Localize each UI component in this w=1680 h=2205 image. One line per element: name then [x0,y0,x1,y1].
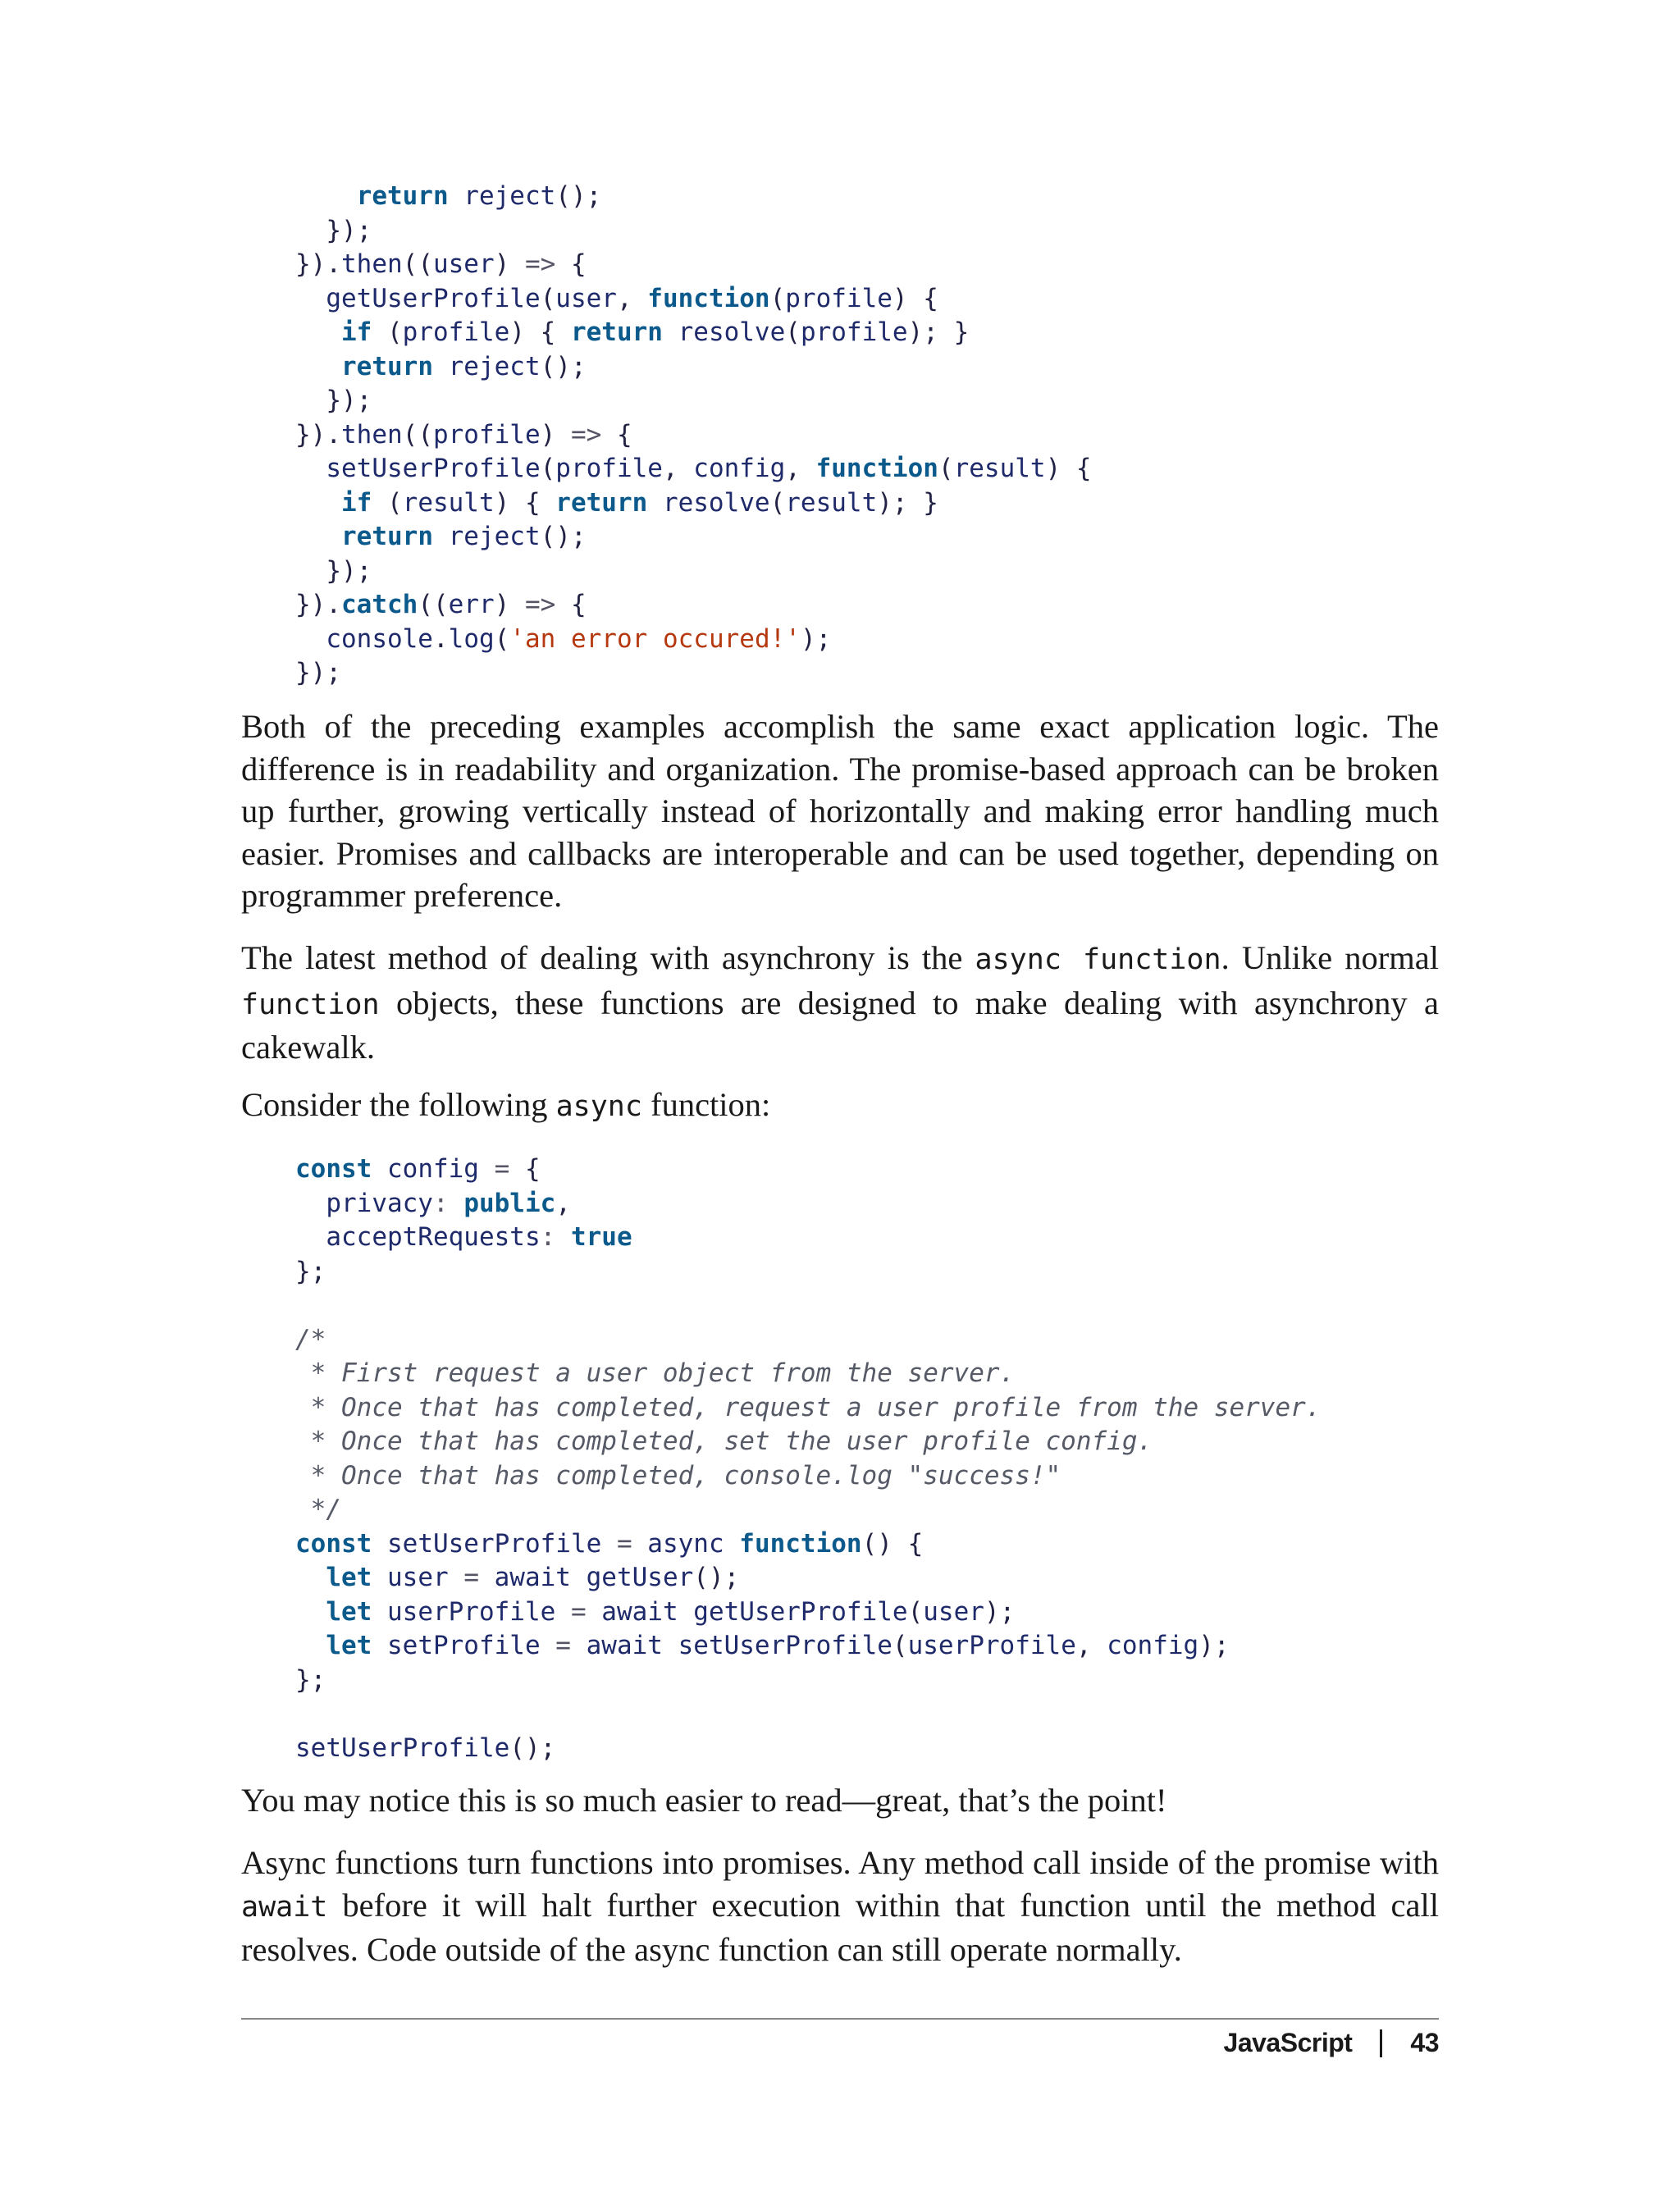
code-line [295,452,1092,486]
code-line [295,1561,1321,1596]
code-line [295,1527,1321,1562]
code-block-async-function [295,1153,1321,1765]
code-token: (( [402,419,433,450]
code-line [295,282,1092,317]
code-token: then [341,249,403,279]
code-token: (); [540,522,587,551]
code-token: user [555,283,617,313]
code-token: err [448,590,495,619]
code-token: const [295,1154,372,1184]
code-line [295,1596,1321,1630]
code-token: result [953,454,1046,483]
code-token: (); [540,351,587,381]
code-token: 'an error occured!' [509,623,801,654]
code-token: = [463,1563,479,1592]
code-token: function [815,454,938,483]
code-token: user [372,1563,464,1592]
code-token: return [341,351,433,381]
code-token: profile [800,317,908,347]
code-token: , [662,454,694,483]
code-token: ); [800,623,832,654]
code-line [295,1664,1321,1698]
code-token: : [432,1188,464,1218]
code-token: let [326,1596,372,1627]
code-token: : [540,1222,571,1252]
code-token: function [739,1528,862,1559]
code-token: result [785,487,878,518]
code-line [295,1425,1321,1459]
code-token: => [570,419,602,450]
code-token: return [555,487,648,518]
code-line [295,486,1092,521]
code-line [295,1323,1321,1358]
code-token: { [509,1154,541,1184]
code-token: (); [509,1732,556,1763]
code-token: ); [1198,1631,1230,1660]
code-token [295,317,341,347]
code-token: . [432,623,449,654]
code-token: result [402,487,495,518]
code-line [295,1289,1321,1323]
code-token [295,522,341,551]
code-token: ); [984,1596,1016,1627]
code-token: getUserProfile [295,283,541,313]
code-token: console [295,623,433,654]
code-token: { [555,590,587,619]
code-line [295,1629,1321,1664]
code-token: ) [494,249,525,279]
code-token: return [570,317,663,347]
code-token: user [923,1596,984,1627]
code-token [295,1563,326,1592]
paragraph-async-promises [241,1842,1439,1971]
code-token: }); [295,215,372,245]
footer-rule [241,2018,1439,2020]
code-token: ( [892,1631,908,1660]
code-token: resolve [662,317,786,347]
code-token: ); } [877,487,938,518]
code-line [295,520,1092,555]
code-line [295,1697,1321,1732]
code-token: = [616,1528,632,1559]
footer-section-title: JavaScript [1223,2028,1353,2057]
code-token: ) { [892,283,938,313]
code-token [295,1597,326,1627]
paragraph-easier-to-read: You may notice this is so much easier to read—great, that’s the point! [241,1782,1167,1819]
code-token: }). [295,419,341,450]
code-token: () { [861,1528,924,1559]
code-token: ( [372,487,403,518]
code-token: reject [432,351,541,381]
paragraph-async-promises-text-2: before it will halt further execution within that function until the method call resolves. Code outside of the async function can still operate normally. [241,1886,1439,1968]
code-line [295,180,1092,214]
code-token: => [524,249,556,279]
code-token: (); [555,181,602,211]
inline-code-function: function [241,988,380,1021]
code-token: /* [295,1324,326,1354]
code-line [295,1357,1321,1391]
code-token: ( [540,283,556,313]
code-token: log [448,623,495,654]
code-token: ( [494,623,510,654]
code-token: if [341,317,372,347]
paragraph-consider-text-2: function: [641,1086,771,1123]
code-token: , [785,454,816,483]
code-token: ( [540,454,556,483]
paragraph-async-intro [241,937,1439,1069]
code-line [295,384,1092,418]
code-token [295,352,341,381]
code-token: reject [448,181,556,211]
code-token: profile [785,283,892,313]
code-token: setUserProfile [372,1528,617,1559]
code-token: ( [938,454,954,483]
code-token: return [356,181,449,211]
inline-code-async-function: async function [975,943,1221,976]
code-token: reject [432,522,541,551]
code-token: const [295,1528,372,1559]
code-token: }); [295,555,372,586]
code-token: config [372,1154,495,1184]
code-token: true [570,1222,632,1252]
code-line [295,418,1092,453]
code-token: await setUserProfile [570,1631,892,1660]
code-token: privacy [295,1188,433,1218]
code-line [295,248,1092,282]
code-token: ) [494,590,525,619]
code-token: then [341,419,403,450]
code-token: = [494,1154,510,1184]
paragraph-readability: Both of the preceding examples accomplish the same exact application logic. The difference is in readability and organization. The promise-based approach can be broken up further, growing vertically instead of horizontally and making error handling much easier. Promises and callbacks are interoperable and can be used together, depending on programmer preference. [241,708,1439,914]
code-token: let [326,1563,372,1592]
code-line [295,1391,1321,1426]
inline-code-await: await [241,1890,328,1924]
code-token: ( [372,317,403,347]
code-token: config [693,454,786,483]
code-token: }; [295,1664,326,1695]
code-line [295,1732,1321,1766]
code-token: { [601,419,632,450]
paragraph-async-promises-text-1: Async functions turn functions into promises. Any method call inside of the promise with [241,1844,1439,1881]
code-line [295,656,1092,691]
code-line [295,1255,1321,1290]
page-footer [1224,2028,1439,2058]
code-token: ) [540,419,571,450]
code-token: }); [295,658,341,687]
code-token: }; [295,1256,326,1286]
code-line [295,588,1092,623]
code-token: * Once that has completed, set the user profile config. [295,1427,1153,1456]
code-line [295,316,1092,350]
code-token: profile [555,454,663,483]
code-token: , [1075,1631,1107,1660]
code-token: * Once that has completed, request a user profile from the server. [295,1392,1322,1422]
code-token: acceptRequests [295,1222,541,1252]
code-token: resolve [647,487,770,518]
code-token: ) { [494,487,556,518]
code-token: setUserProfile [295,454,541,483]
code-token: }); [295,386,372,415]
code-token: ( [769,283,786,313]
code-token: let [326,1631,372,1660]
code-token: * First request a user object from the server. [295,1358,1016,1388]
code-token: }). [295,590,341,619]
code-token: userProfile [372,1596,571,1627]
code-token: * Once that has completed, console.log "success!" [295,1460,1061,1491]
code-token: ( [907,1596,924,1627]
code-token: config [1107,1631,1199,1660]
code-token [295,1631,326,1660]
code-token: (( [418,590,449,619]
code-token: ( [769,487,786,518]
code-token: setUserProfile [295,1732,510,1763]
code-token: profile [402,317,510,347]
code-block-promise-chain [295,180,1092,691]
footer-separator [1380,2029,1382,2057]
code-line [295,1459,1321,1494]
code-token: if [341,487,372,518]
code-token: }). [295,249,341,279]
code-token: public [463,1188,556,1218]
code-token: ); } [907,317,970,347]
code-token: async [632,1528,740,1559]
code-line [295,1221,1321,1255]
code-token: (); [693,1563,740,1592]
code-line [295,1153,1321,1187]
paragraph-async-intro-text-1: The latest method of dealing with asynchrony is the [241,939,975,976]
code-token: = [555,1631,571,1660]
code-token: userProfile [907,1631,1076,1660]
code-token: ) { [509,317,571,347]
code-line [295,214,1092,249]
code-token: setProfile [372,1631,556,1660]
code-line [295,1493,1321,1527]
paragraph-async-intro-text-3: objects, these functions are designed to make dealing with asynchrony a cakewalk. [241,984,1439,1066]
paragraph-async-intro-text-2: . Unlike normal [1221,939,1439,976]
code-token: await getUserProfile [586,1596,908,1627]
code-line [295,555,1092,589]
code-token: (( [402,249,433,279]
code-token: await getUser [478,1563,694,1592]
footer-page-number: 43 [1410,2028,1439,2057]
code-line [295,350,1092,385]
code-token: function [647,283,770,313]
code-token: ( [785,317,801,347]
paragraph-consider-text-1: Consider the following [241,1086,556,1123]
code-token: , [555,1188,571,1218]
code-line [295,1187,1321,1221]
code-token: ) { [1045,454,1092,483]
code-token: user [432,249,495,279]
code-token: => [524,590,556,619]
code-token: */ [295,1495,341,1524]
code-token: , [616,283,648,313]
paragraph-consider [241,1084,1439,1129]
code-line [295,623,1092,657]
code-token: { [555,249,587,279]
code-token: = [570,1596,587,1627]
code-token [295,181,357,211]
code-token: return [341,522,433,551]
code-token: catch [341,590,418,619]
inline-code-async: async [555,1090,642,1123]
code-token: profile [432,419,541,450]
code-token [295,488,341,518]
